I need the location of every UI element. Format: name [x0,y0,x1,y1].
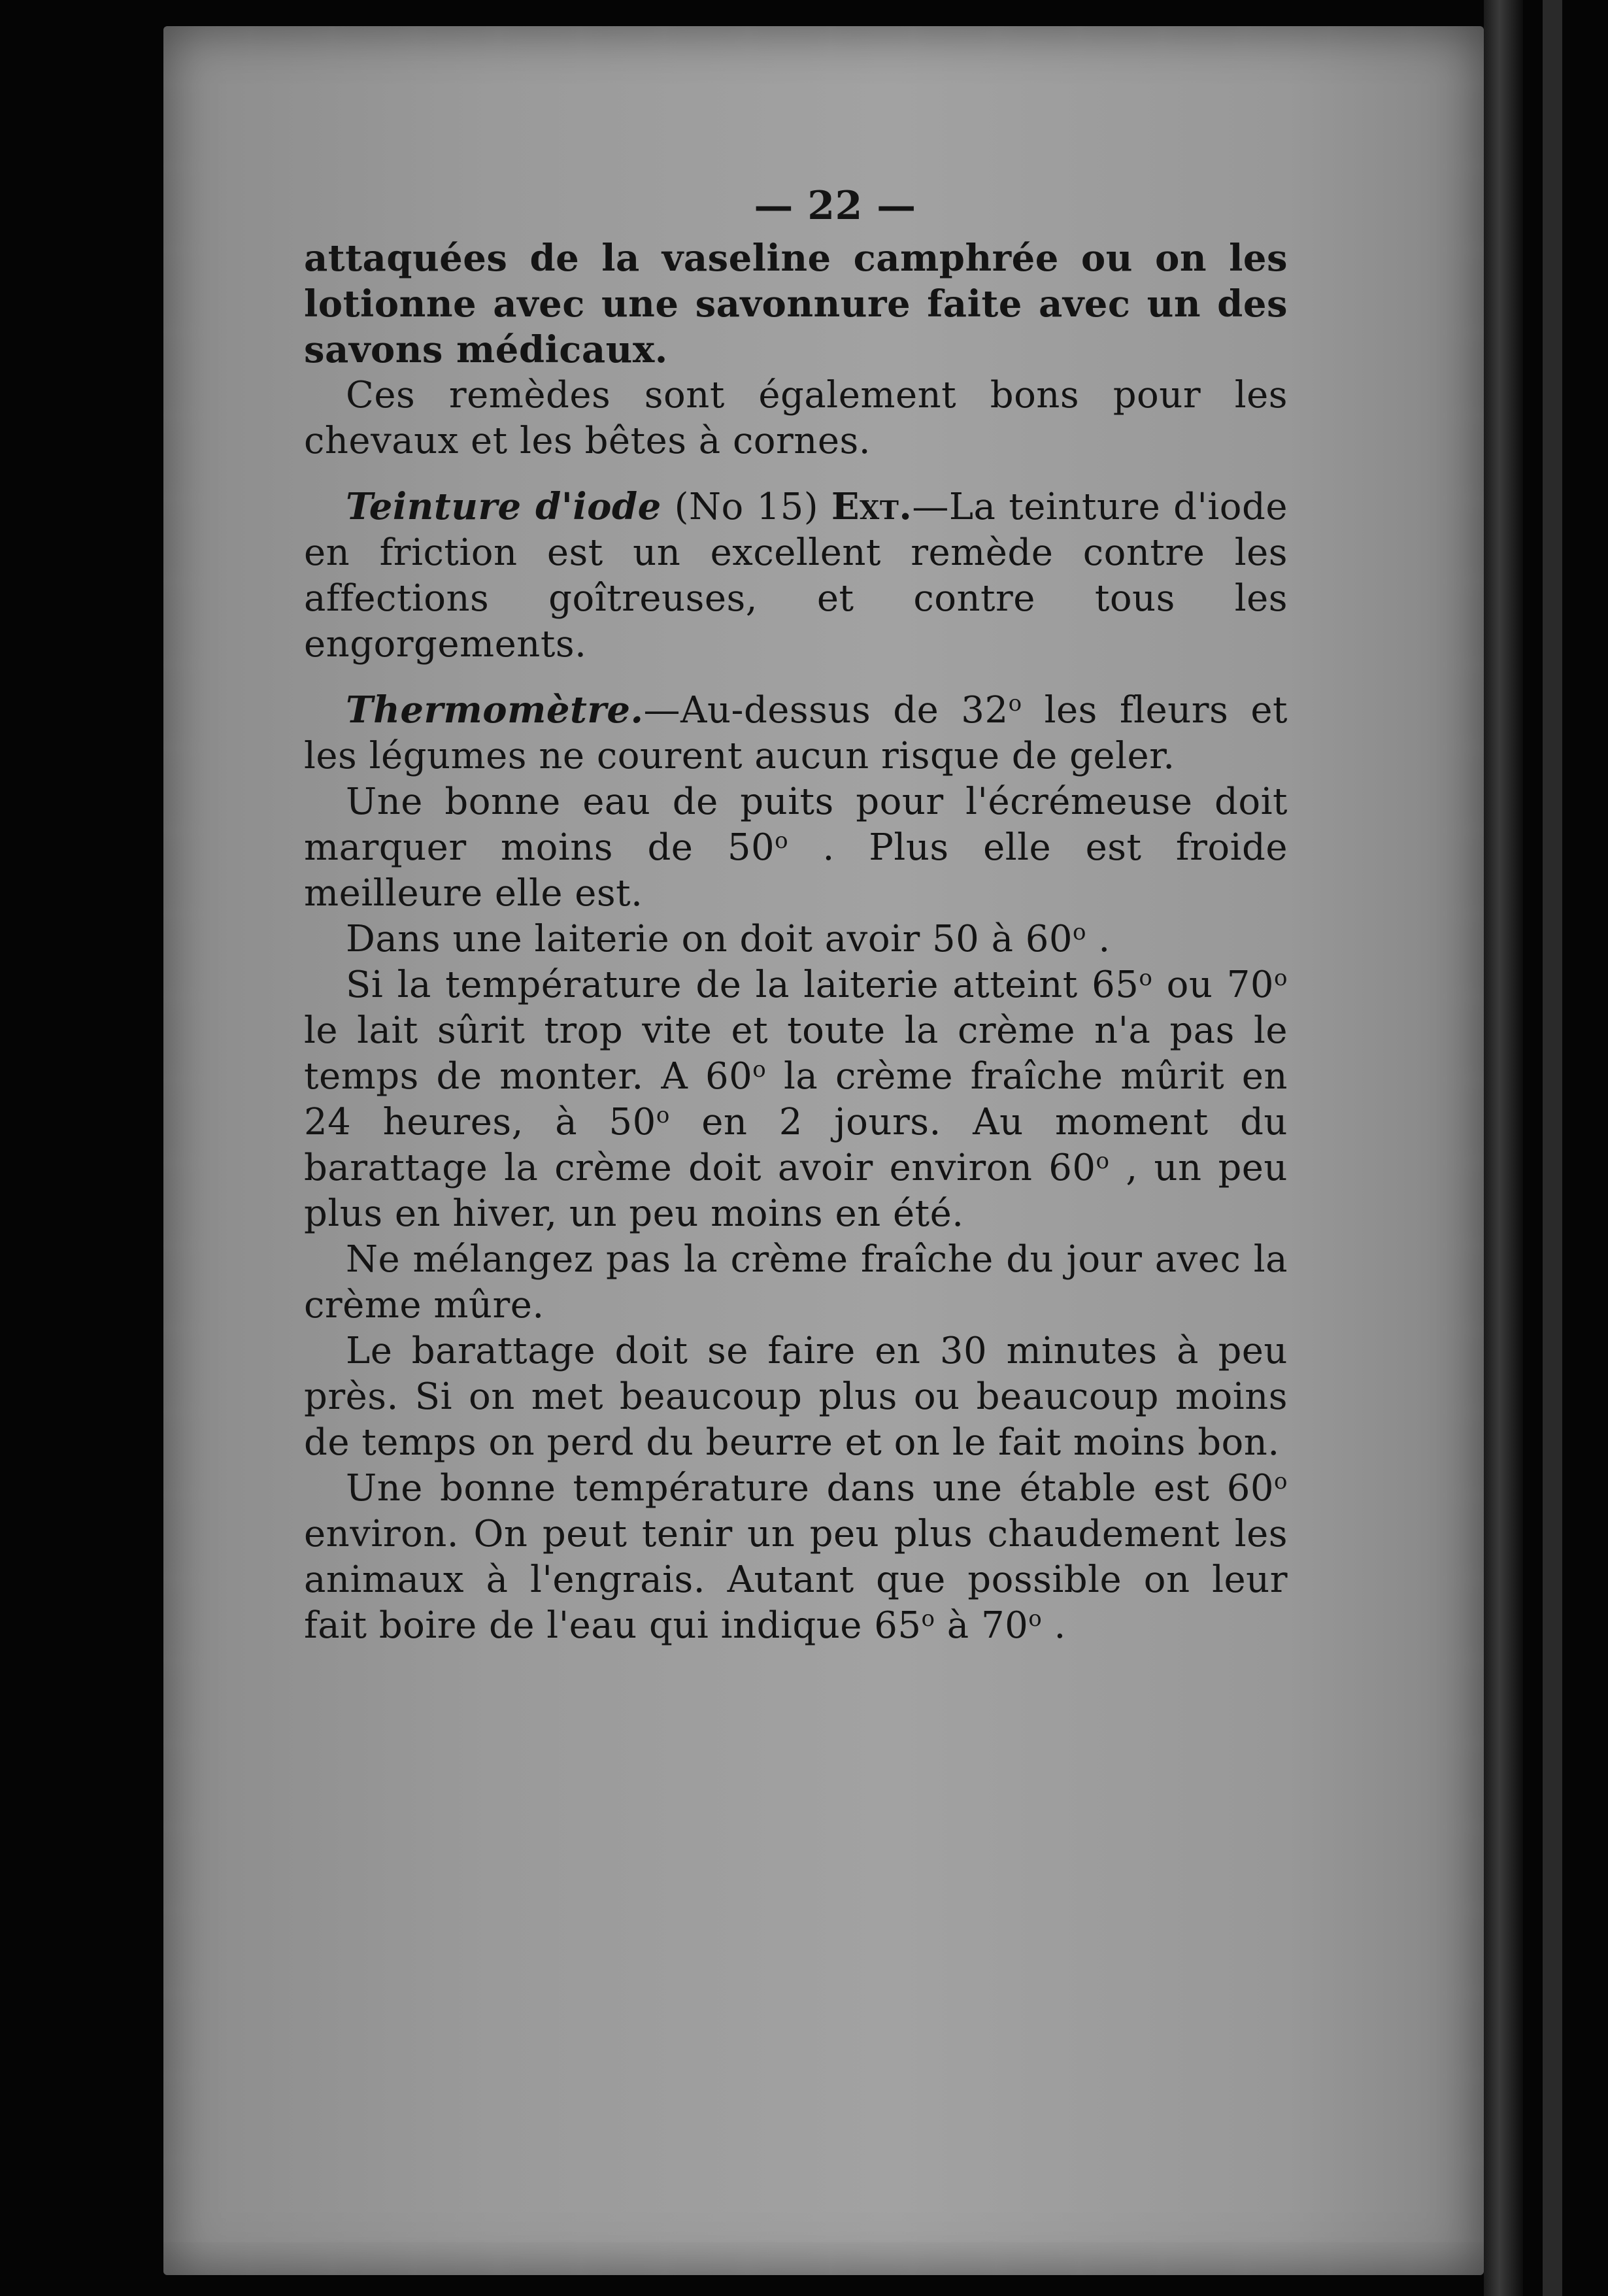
entry-body-start: —Au-dessus de 32 [643,689,1009,732]
entry-heading-thermometre: Thermomètre. [346,688,644,732]
text-run: Si la température de la laiterie atteint 65 [346,964,1139,1006]
text-run: . Plus elle est froide meilleure elle est. [304,826,1288,915]
paragraph-ecremeuse [304,779,1288,917]
text-run: la crème fraîche mûrit en 24 heures, à 50 [304,1055,1288,1143]
page-number: — 22 — [754,183,916,229]
page-text-block [304,183,1288,1649]
text-run: en 2 jours. Au moment du barattage la crème doit avoir environ 60 [304,1101,1288,1189]
paragraph-melange: Ne mélangez pas la crème fraîche du jour avec la crème mûre. [304,1238,1288,1326]
paragraph-thermometre [304,687,1288,779]
entry-body: —La teinture d'iode en friction est un excellent remède contre les affections goîtreuses, et contre tous les engorgements. [304,486,1288,666]
text-run: Une bonne température dans une étable est 60 [346,1467,1275,1510]
text-run: environ. On peut tenir un peu plus chaudement les animaux à l'engrais. Autant que possible on leur fait boire de l'eau qui indique 65 [304,1513,1288,1647]
paragraph-etable [304,1466,1288,1649]
text-run: Une bonne eau de puits pour l'écrémeuse doit marquer moins de 50 [304,781,1288,869]
degree-mark: o [1139,965,1153,991]
text-run: ou 70 [1152,964,1275,1006]
text-run: , un peu plus en hiver, un peu moins en été. [304,1147,1288,1235]
text-run: . [1086,918,1111,960]
book-binding-edge-outer [1543,0,1562,2296]
degree-mark: o [1073,919,1087,945]
text-run: Dans une laiterie on doit avoir 50 à 60 [346,918,1073,960]
paragraph-remedies: Ces remèdes sont également bons pour les chevaux et les bêtes à cornes. [304,374,1288,462]
paragraph-barattage: Le barattage doit se faire en 30 minutes à peu près. Si on met beaucoup plus ou beaucoup moins de temps on perd du beurre et on le fait moins bon. [304,1330,1288,1464]
degree-mark: o [1274,965,1288,991]
paragraph-laiterie [304,917,1288,962]
entry-body-end: les fleurs et les légumes ne courent aucun risque de geler. [304,689,1288,777]
paragraph-temperature-laiterie [304,962,1288,1237]
paragraph-vaseline: attaquées de la vaseline camphrée ou on les lotionne avec une savonnure faite avec un des savons médicaux. [304,237,1288,371]
entry-ref: (No 15) [661,486,831,528]
degree-mark: o [1028,1606,1043,1632]
degree-mark: o [775,828,789,854]
paragraph-teinture-iode [304,484,1288,667]
book-binding-edge [1484,0,1523,2296]
text-run: le lait sûrit trop vite et toute la crème n'a pas le temps de monter. A 60 [304,1009,1288,1098]
text-run: à 70 [935,1604,1029,1647]
degree-mark: o [921,1606,935,1632]
degree-mark: o [752,1056,767,1083]
degree-mark: o [1096,1148,1110,1174]
degree-mark: o [1008,690,1022,717]
degree-mark: o [656,1102,670,1128]
text-run: . [1042,1604,1066,1647]
degree-mark: o [1274,1468,1288,1494]
entry-heading-teinture-iode: Teinture d'iode [346,485,662,528]
entry-ext-label: Ext. [831,485,913,528]
